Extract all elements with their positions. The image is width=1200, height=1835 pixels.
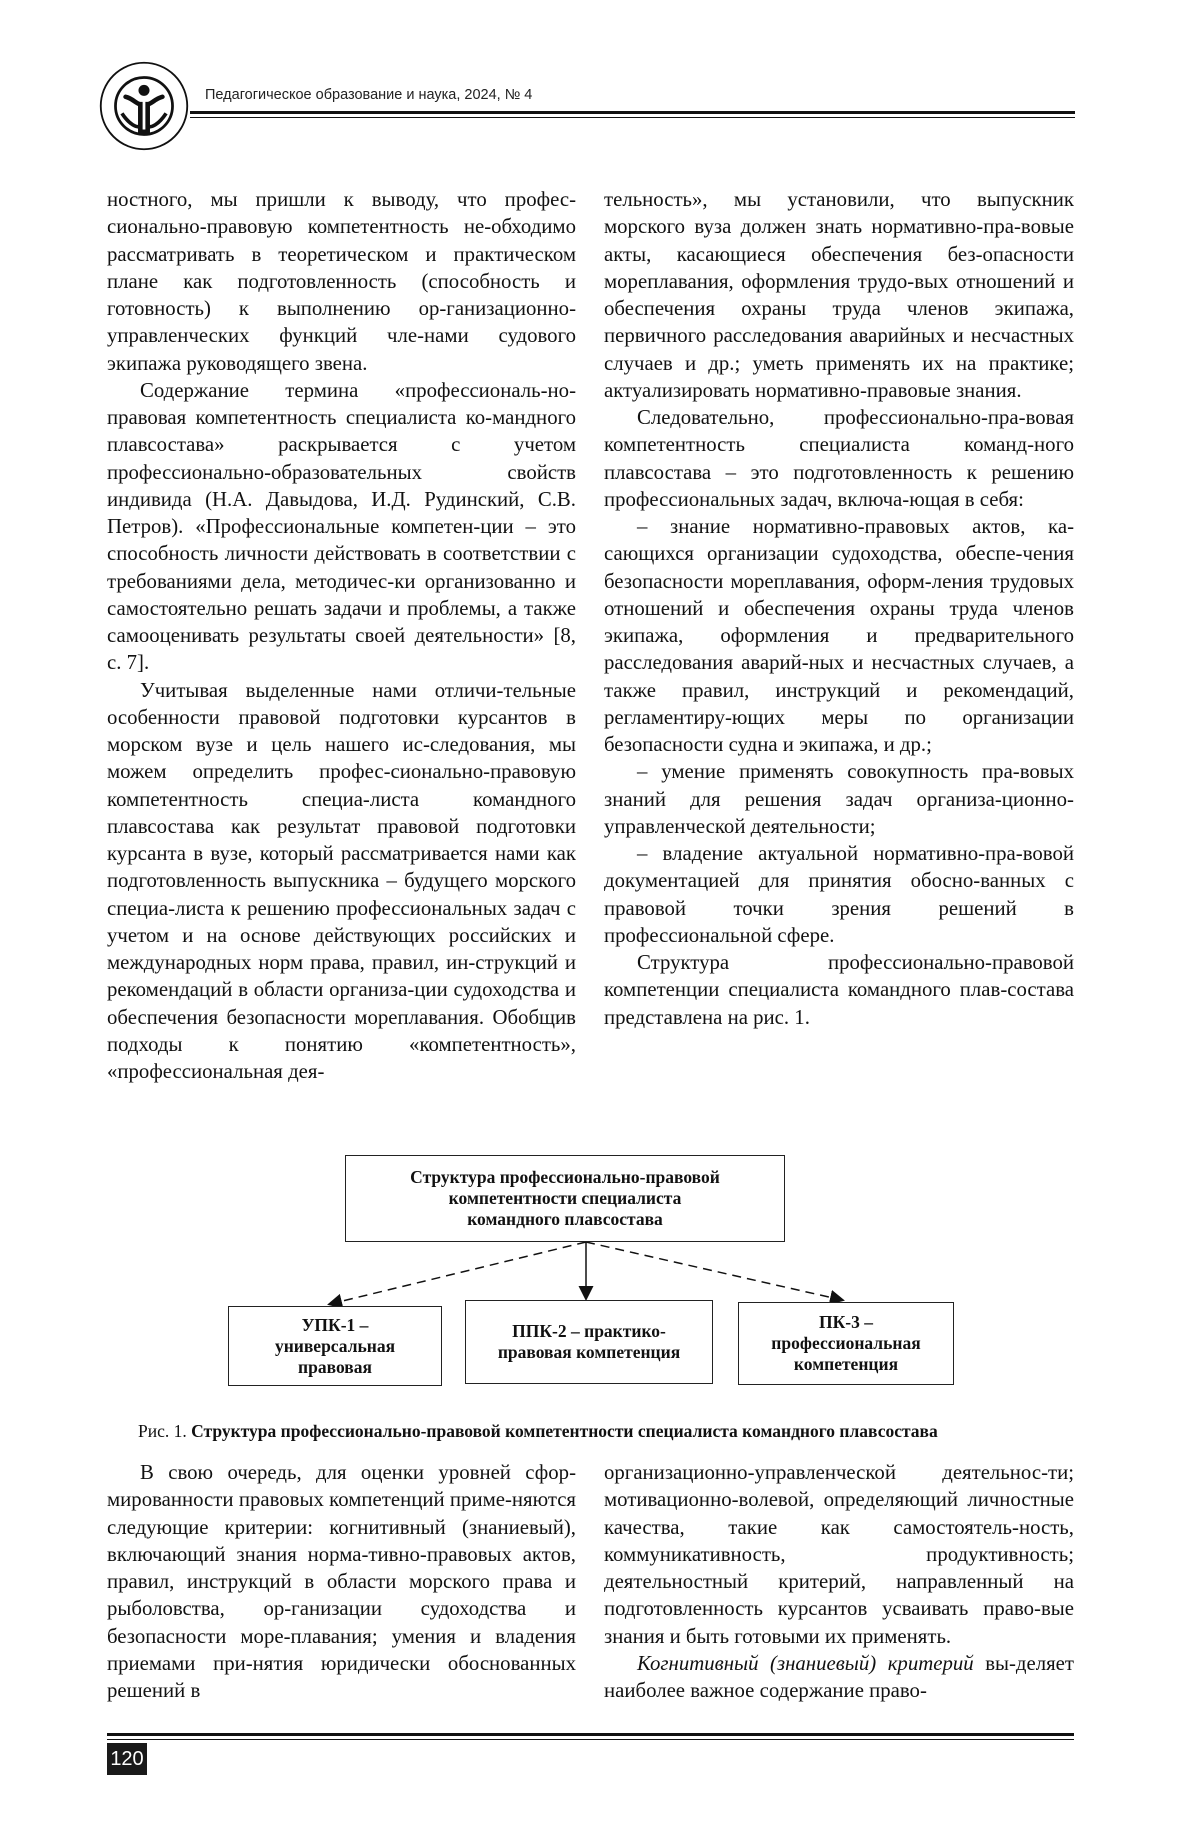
figure-diagram [0,1150,1200,1420]
list-item: – владение актуальной нормативно-пра-вовой документацией для принятия обосно-ванных с правовой точки зрения решений в профессиональной сфере. [604,842,1074,947]
diagram-box-line: правовая [298,1356,372,1377]
diagram-main-line: командного плавсостава [467,1209,663,1229]
journal-title: Педагогическое образование и наука, 2024, № 4 [205,87,533,103]
diagram-main-line: Структура профессионально-правовой [410,1167,720,1187]
paragraph: ностного, мы пришли к выводу, что профес-сионально-правовую компетентность не-обходимо рассматривать в теоретическом и практическом плане как подготовленность (способность и готовность) к выполнению ор-ганизационно-управленческих функций чле-нами судового экипажа руководящего звена. [107,188,576,375]
diagram-main-line: компетентности специалиста [448,1188,682,1208]
caption-number: Рис. 1. [138,1421,187,1441]
paragraph: тельность», мы установили, что выпускник морского вуза должен знать нормативно-пра-вовые акты, касающиеся обеспечения без-опасности мореплавания, оформления трудо-вых отношений и обеспечения охраны труда членов экипажа, первичного расследования аварийных и несчастных случаев и др.; уметь применять их на практике; актуализировать нормативно-правовые знания. [604,188,1074,402]
diagram-box-pk3 [738,1302,954,1385]
text-column-left-bottom [107,1459,576,1704]
diagram-box-line: универсальная [274,1335,396,1356]
text-column-right-top [604,186,1074,1031]
header-rule [190,111,1075,114]
footer-rule-thin [107,1739,1074,1740]
paragraph: Структура профессионально-правовой компетенции специалиста командного плав-состава представлена на рис. 1. [604,951,1074,1029]
text-column-right-bottom [604,1459,1074,1704]
text-column-left-top [107,186,576,1085]
diagram-box-ppk2 [465,1300,713,1384]
diagram-box-line: правовая компетенция [497,1342,681,1362]
caption-text: Структура профессионально-правовой компетентности специалиста командного плавсостава [191,1421,938,1441]
journal-logo [98,60,190,152]
paragraph: организационно-управленческой деятельнос-ти; мотивационно-волевой, определяющий личностные качества, такие как самостоятель-ность, коммуникативность, продуктивность; деятельностный критерий, направленный на подготовленность курсантов усваивать право-вые знания и быть готовыми их применять. [604,1461,1074,1648]
paragraph-text: вы-деляет наиболее важное содержание право- [604,1651,1074,1702]
page-number: 120 [107,1743,147,1775]
figure-caption [138,1421,938,1442]
diagram-box-line: ПК-3 – [818,1312,873,1332]
footer-rule [107,1733,1074,1736]
list-item: – умение применять совокупность пра-вовых знаний для решения задач организа-ционно-управленческой деятельности; [604,760,1074,838]
header-rule-thin [190,117,1075,118]
paragraph: Содержание термина «профессиональ-но-правовая компетентность специалиста ко-мандного плавсостава» раскрывается с учетом профессионально-образовательных свойств индивида (Н.А. Давыдова, И.Д. Рудинский, С.В. Петров). «Профессиональные компетен-ции – это способность личности действовать в соответствии с требованиями дела, методичес-ки организованно и самостоятельно решать задачи и проблемы, а также самооценивать результаты своей деятельности» [8, с. 7]. [107,378,576,675]
list-item: – знание нормативно-правовых актов, ка-сающихся организации судоходства, обеспе-чения безопасности мореплавания, оформ-ления трудовых отношений и обеспечения охраны труда членов экипажа, оформления и предварительного расследования аварий-ных и несчастных случаев, а также правил, инструкций и рекомендаций, регламентиру-ющих меры по организации безопасности судна и экипажа, и др.; [604,515,1074,756]
diagram-box-line: УПК-1 – [301,1314,369,1335]
italic-term: Когнитивный (знаниевый) критерий [637,1651,974,1675]
paragraph: Следовательно, профессионально-пра-вовая компетентность специалиста команд-ного плавсостава – это подготовленность к решению профессиональных задач, включа-ющая в себя: [604,406,1074,511]
diagram-box-line: ППК-2 – практико- [512,1321,666,1341]
diagram-box-upk1 [228,1306,442,1386]
diagram-main-box [345,1155,785,1242]
diagram-box-line: компетенция [793,1354,899,1374]
paragraph: Учитывая выделенные нами отличи-тельные особенности правовой подготовки курсантов в морском вузе и цель нашего ис-следования, мы можем определить профес-сионально-правовую компетентность специа-листа командного плавсостава как результат правовой подготовки курсанта в вузе, который рассматривается нами как подготовленность выпускника – будущего морского специа-листа к решению профессиональных задач с учетом и на основе действующих российских и международных норм права, правил, ин-струкций и рекомендаций в области организа-ции судоходства и обеспечения безопасности мореплавания. Обобщив подходы к понятию «компетентность», «профессиональная дея- [107,678,576,1083]
diagram-box-line: профессиональная [771,1333,921,1353]
paragraph [604,1650,1074,1705]
paragraph: В свою очередь, для оценки уровней сфор-мированности правовых компетенций приме-няются следующие критерии: когнитивный (знаниевый), включающий знания норма-тивно-правовых актов, правил, инструкций в области морского права и рыболовства, ор-ганизации судоходства и безопасности море-плавания; умения и владения приемами при-нятия юридически обоснованных решений в [107,1461,576,1702]
